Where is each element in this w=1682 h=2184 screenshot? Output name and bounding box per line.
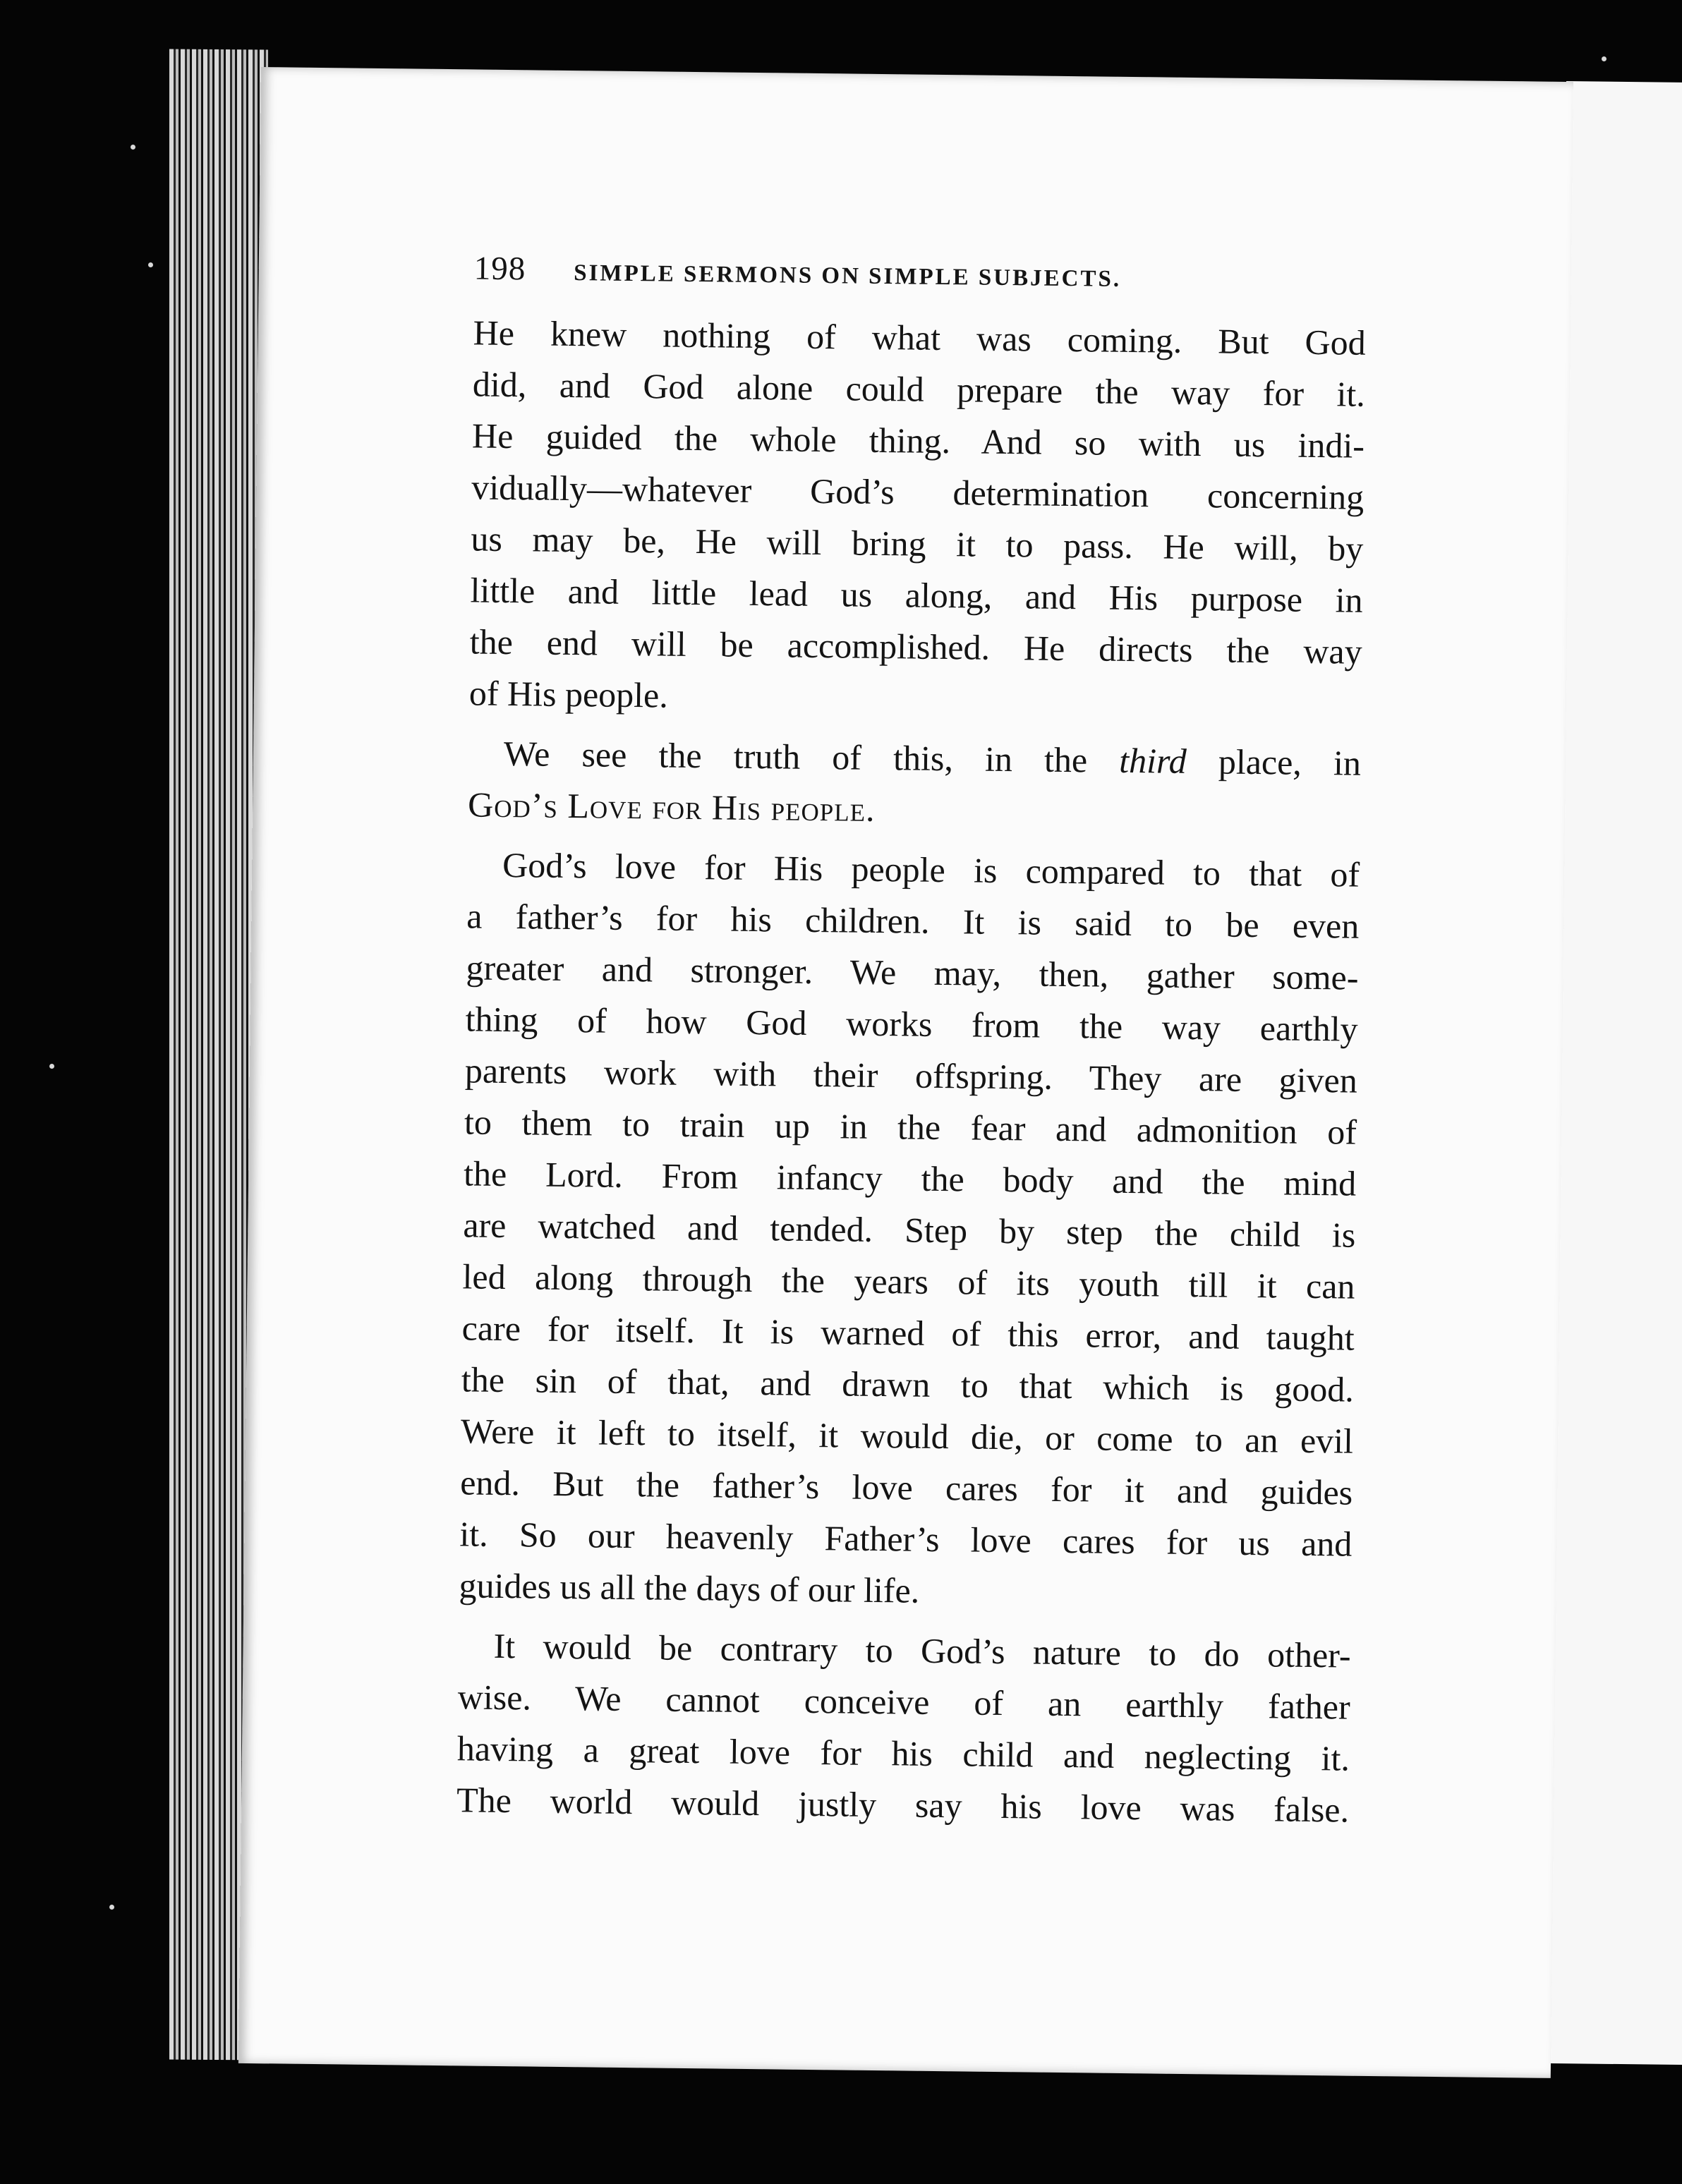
film-speck [148, 262, 153, 267]
film-speck [109, 1905, 114, 1910]
book-page [238, 67, 1573, 2078]
text-line: It would be contrary to God’s nature to do other- [493, 1625, 1351, 1675]
text-line: vidually—whatever God’s determination concerning [471, 467, 1365, 517]
text-line: He guided the whole thing. And so with us indi- [471, 415, 1365, 466]
text-line: God’s love for His people is compared to that of [502, 844, 1360, 894]
paragraph-3 [459, 839, 1360, 1621]
body-text [456, 307, 1366, 1836]
text-line: the sin of that, and drawn to that which is good. [461, 1359, 1355, 1409]
paragraph-1 [469, 307, 1367, 729]
text-line: it. So our heavenly Father’s love cares for us and [459, 1514, 1353, 1564]
text-line: parents work with their offspring. They are given [464, 1050, 1358, 1100]
text-line: us may be, He will bring it to pass. He will, by [471, 518, 1364, 569]
text-line: led along through the years of its youth till it can [462, 1256, 1355, 1306]
text-line: Were it left to itself, it would die, or come to an evil [460, 1411, 1354, 1461]
section-heading [468, 779, 1361, 840]
text-line: The world would justly say his love was false. [456, 1780, 1350, 1830]
emphasis-text: third [1119, 740, 1187, 781]
text-line: end. But the father’s love cares for it and guides [459, 1462, 1353, 1512]
text-line: did, and God alone could prepare the way for it. [472, 364, 1366, 414]
text-line: having a great love for his child and neglecting it. [456, 1728, 1350, 1778]
page-number: 198 [473, 250, 526, 288]
film-speck [49, 1064, 54, 1069]
text-line: greater and stronger. We may, then, gather some- [466, 947, 1359, 997]
text-line: the Lord. From infancy the body and the mind [463, 1153, 1357, 1203]
text-line: little and little lead us along, and His purpose in [470, 570, 1363, 620]
text-line: the end will be accomplished. He directs the way [469, 621, 1363, 672]
text-line: are watched and tended. Step by step the child is [463, 1205, 1356, 1255]
text-run: place, in [1186, 741, 1362, 783]
text-line: of His people. [468, 673, 669, 715]
page-content [456, 249, 1367, 1844]
text-run: We see the truth of this, in the [503, 733, 1120, 780]
text-line: guides us all the days of our life. [459, 1565, 920, 1610]
paragraph-4 [456, 1620, 1351, 1836]
text-line: a father’s for his children. It is said to be even [466, 896, 1360, 946]
text-line: to them to train up in the fear and admonition of [464, 1102, 1357, 1152]
running-head [473, 249, 1367, 308]
text-line: He knew nothing of what was coming. But God [473, 313, 1366, 363]
text-line: thing of how God works from the way earthly [465, 999, 1358, 1049]
text-line: wise. We cannot conceive of an earthly father [457, 1677, 1351, 1727]
film-speck [131, 145, 135, 150]
text-line [504, 728, 1362, 789]
running-title: SIMPLE SERMONS ON SIMPLE SUBJECTS. [574, 260, 1122, 292]
text-line: care for itself. It is warned of this error, and taught [461, 1308, 1355, 1358]
film-speck [1602, 56, 1607, 61]
small-caps-heading: God’s Love for His people. [467, 784, 876, 829]
